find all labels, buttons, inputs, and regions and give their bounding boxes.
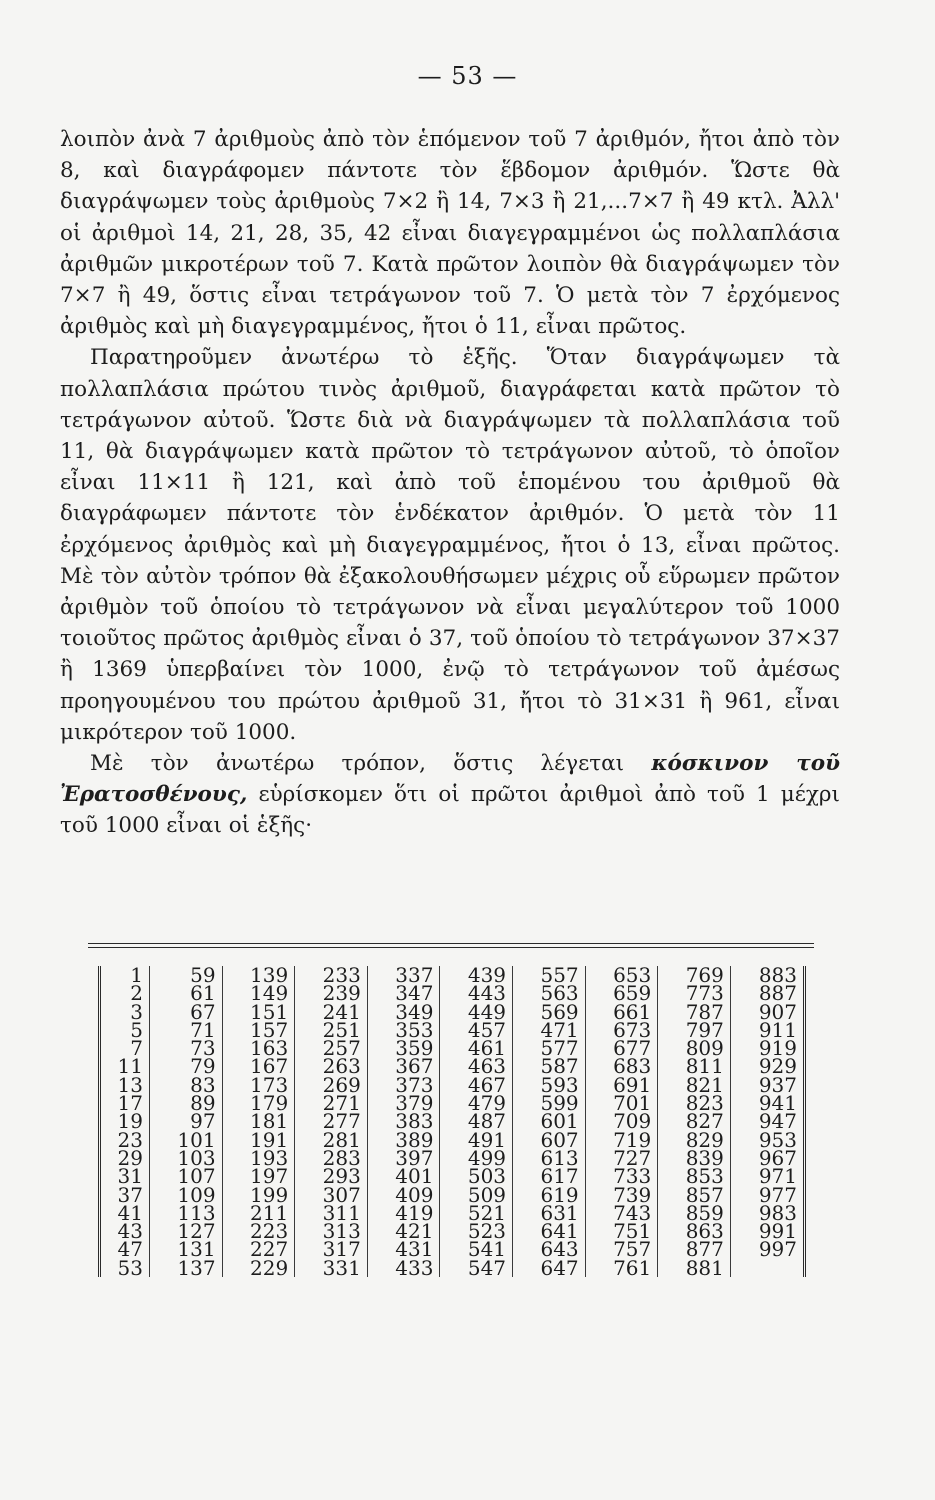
prime-cell: 7 [130, 1036, 143, 1061]
prime-cell: 491 [440, 1131, 513, 1149]
prime-cell: 941 [730, 1094, 804, 1112]
prime-cell: 881 [658, 1259, 731, 1277]
prime-cell: 919 [730, 1039, 804, 1057]
prime-cell: 197 [222, 1167, 295, 1185]
prime-cell: 79 [150, 1057, 223, 1075]
prime-cell: 19 [117, 1109, 143, 1134]
prime-cell: 547 [440, 1259, 513, 1277]
sieve-of-eratosthenes-term: κόσκινον τοῦ Ἐρατοσθένους, [60, 751, 840, 808]
prime-cell: 419 [367, 1204, 440, 1222]
paragraph-3-before: Μὲ τὸν ἀνωτέρω τρόπον, ὅστις λέγεται [90, 751, 652, 777]
prime-cell: 983 [730, 1204, 804, 1222]
prime-cell: 17 [117, 1091, 143, 1116]
prime-cell: 631 [513, 1204, 586, 1222]
prime-cell: 337 [367, 966, 440, 984]
prime-cell: 457 [440, 1021, 513, 1039]
prime-cell: 769 [658, 966, 731, 984]
prime-cell: 617 [513, 1167, 586, 1185]
primes-table [98, 963, 806, 1280]
prime-cell: 647 [513, 1259, 586, 1277]
prime-cell: 367 [367, 1057, 440, 1075]
prime-cell: 241 [295, 1003, 368, 1021]
prime-cell: 577 [513, 1039, 586, 1057]
prime-cell: 811 [658, 1057, 731, 1075]
prime-cell: 643 [513, 1240, 586, 1258]
table-top-rule-inner [88, 947, 814, 948]
prime-cell: 593 [513, 1076, 586, 1094]
prime-cell: 3 [130, 999, 143, 1024]
page-number: — 53 — [417, 62, 518, 90]
prime-cell: 173 [222, 1076, 295, 1094]
prime-cell: 23 [117, 1127, 143, 1152]
primes-table-container [88, 943, 814, 1280]
prime-cell: 283 [295, 1149, 368, 1167]
prime-cell: 331 [295, 1259, 368, 1277]
prime-cell: 97 [150, 1112, 223, 1130]
prime-cell: 677 [585, 1039, 658, 1057]
prime-cell: 907 [730, 1003, 804, 1021]
table-top-rule [88, 943, 814, 944]
prime-cell: 487 [440, 1112, 513, 1130]
prime-cell: 409 [367, 1186, 440, 1204]
prime-cell: 659 [585, 984, 658, 1002]
prime-cell: 103 [150, 1149, 223, 1167]
prime-cell: 37 [117, 1182, 143, 1207]
prime-cell: 293 [295, 1167, 368, 1185]
prime-cell: 199 [222, 1186, 295, 1204]
prime-cell: 313 [295, 1222, 368, 1240]
prime-cell: 167 [222, 1057, 295, 1075]
prime-cell: 863 [658, 1222, 731, 1240]
prime-cell: 887 [730, 984, 804, 1002]
prime-cell: 599 [513, 1094, 586, 1112]
prime-cell: 463 [440, 1057, 513, 1075]
prime-cell: 563 [513, 984, 586, 1002]
prime-cell: 449 [440, 1003, 513, 1021]
prime-cell: 733 [585, 1167, 658, 1185]
prime-cell: 227 [222, 1240, 295, 1258]
prime-cell: 967 [730, 1149, 804, 1167]
prime-cell: 71 [150, 1021, 223, 1039]
prime-cell: 503 [440, 1167, 513, 1185]
prime-cell: 181 [222, 1112, 295, 1130]
prime-cell: 569 [513, 1003, 586, 1021]
paragraph-2: Παρατηροῦμεν ἀνωτέρω τὸ ἑξῆς. Ὅταν διαγράψωμεν τὰ πολλαπλάσια πρώτου τινὸς ἀριθμοῦ, διαγράφεται κατὰ πρῶτον τὸ τετράγωνον αὐτοῦ. Ὥστε διὰ νὰ διαγράψωμεν τὰ πολλαπλάσια τοῦ 11, θὰ διαγράψωμεν κατὰ πρῶτον τὸ τετράγωνον αὐτοῦ, τὸ ὁποῖον εἶναι 11×11 ἢ 121, καὶ ἀπὸ τοῦ ἑπομένου του ἀριθμοῦ θὰ διαγράφωμεν πάντοτε τὸν ἑνδέκατον ἀριθμόν. Ὁ μετὰ τὸν 11 ἐρχόμενος ἀριθμὸς καὶ μὴ διαγεγραμμένος, ἤτοι ὁ 13, εἶναι πρῶτος. Μὲ τὸν αὐτὸν τρόπον θὰ ἐξακολουθήσωμεν μέχρις οὗ εὕρωμεν πρῶτον ἀριθμὸν τοῦ ὁποίου τὸ τετράγωνον νὰ εἶναι μεγαλύτερον τοῦ 1000 τοιοῦτος πρῶτος ἀριθμὸς εἶναι ὁ 37, τοῦ ὁποίου τὸ τετράγωνον 37×37 ἢ 1369 ὑπερβαίνει τὸν 1000, ἐνῷ τὸ τετράγωνον τοῦ ἀμέσως προηγουμένου του πρώτου ἀριθμοῦ 31, ἤτοι τὸ 31×31 ἢ 961, εἶναι μικρότερον τοῦ 1000. [60, 345, 840, 745]
prime-cell: 587 [513, 1057, 586, 1075]
prime-cell: 89 [150, 1094, 223, 1112]
prime-cell [730, 1259, 804, 1277]
prime-cell: 379 [367, 1094, 440, 1112]
prime-cell: 607 [513, 1131, 586, 1149]
prime-cell: 421 [367, 1222, 440, 1240]
prime-cell: 359 [367, 1039, 440, 1057]
prime-cell: 211 [222, 1204, 295, 1222]
prime-cell: 521 [440, 1204, 513, 1222]
prime-cell: 229 [222, 1259, 295, 1277]
prime-cell: 641 [513, 1222, 586, 1240]
prime-cell: 269 [295, 1076, 368, 1094]
prime-cell: 557 [513, 966, 586, 984]
prime-cell: 239 [295, 984, 368, 1002]
prime-cell: 383 [367, 1112, 440, 1130]
prime-cell: 619 [513, 1186, 586, 1204]
prime-cell: 877 [658, 1240, 731, 1258]
prime-cell: 233 [295, 966, 368, 984]
prime-cell: 509 [440, 1186, 513, 1204]
prime-cell: 31 [117, 1164, 143, 1189]
prime-cell: 223 [222, 1222, 295, 1240]
prime-cell: 439 [440, 966, 513, 984]
prime-cell: 821 [658, 1076, 731, 1094]
paragraph-1: λοιπὸν ἀνὰ 7 ἀριθμοὺς ἀπὸ τὸν ἑπόμενον τοῦ 7 ἀριθμόν, ἤτοι ἀπὸ τὸν 8, καὶ διαγράφομεν πάντοτε τὸν ἕβδομον ἀριθμόν. Ὥστε θὰ διαγράψωμεν τοὺς ἀριθμοὺς 7×2 ἢ 14, 7×3 ἢ 21,...7×7 ἢ 49 κτλ. Ἀλλ' οἱ ἀριθμοὶ 14, 21, 28, 35, 42 εἶναι διαγεγραμμένοι ὡς πολλαπλάσια ἀριθμῶν μικροτέρων τοῦ 7. Κατὰ πρῶτον λοιπὸν θὰ διαγράψωμεν τὸν 7×7 ἢ 49, ὅστις εἶναι τετράγωνον τοῦ 7. Ὁ μετὰ τὸν 7 ἐρχόμενος ἀριθμὸς καὶ μὴ διαγεγραμμένος, ἤτοι ὁ 11, εἶναι πρῶτος. [60, 127, 840, 340]
prime-cell: 761 [585, 1259, 658, 1277]
prime-cell: 541 [440, 1240, 513, 1258]
prime-cell: 389 [367, 1131, 440, 1149]
prime-cell: 461 [440, 1039, 513, 1057]
prime-cell: 701 [585, 1094, 658, 1112]
prime-cell: 191 [222, 1131, 295, 1149]
prime-cell: 157 [222, 1021, 295, 1039]
prime-cell: 853 [658, 1167, 731, 1185]
prime-cell: 263 [295, 1057, 368, 1075]
prime-cell: 797 [658, 1021, 731, 1039]
paragraph-3-after: εὑρίσκομεν ὅτι οἱ πρῶτοι ἀριθμοὶ ἀπὸ τοῦ 1 μέχρι τοῦ 1000 εἶναι οἱ ἑξῆς· [60, 782, 840, 839]
prime-cell: 937 [730, 1076, 804, 1094]
prime-cell: 773 [658, 984, 731, 1002]
prime-cell: 107 [150, 1167, 223, 1185]
prime-cell: 83 [150, 1076, 223, 1094]
prime-cell: 113 [150, 1204, 223, 1222]
prime-cell: 179 [222, 1094, 295, 1112]
prime-cell: 349 [367, 1003, 440, 1021]
prime-cell: 347 [367, 984, 440, 1002]
prime-cell: 911 [730, 1021, 804, 1039]
prime-cell: 857 [658, 1186, 731, 1204]
prime-cell: 751 [585, 1222, 658, 1240]
table-row [100, 1259, 805, 1277]
prime-cell: 109 [150, 1186, 223, 1204]
prime-cell: 727 [585, 1149, 658, 1167]
prime-cell: 29 [117, 1145, 143, 1170]
prime-cell: 613 [513, 1149, 586, 1167]
prime-cell: 59 [150, 966, 223, 984]
prime-cell: 601 [513, 1112, 586, 1130]
prime-cell: 127 [150, 1222, 223, 1240]
prime-cell: 43 [117, 1219, 143, 1244]
prime-cell: 193 [222, 1149, 295, 1167]
prime-cell: 991 [730, 1222, 804, 1240]
prime-cell: 1 [130, 963, 143, 987]
prime-cell: 471 [513, 1021, 586, 1039]
prime-cell: 739 [585, 1186, 658, 1204]
prime-cell: 953 [730, 1131, 804, 1149]
prime-cell: 431 [367, 1240, 440, 1258]
body-text [60, 124, 840, 842]
prime-cell: 61 [150, 984, 223, 1002]
prime-cell: 2 [130, 981, 143, 1006]
prime-cell: 947 [730, 1112, 804, 1130]
prime-cell: 317 [295, 1240, 368, 1258]
prime-cell: 499 [440, 1149, 513, 1167]
prime-cell: 307 [295, 1186, 368, 1204]
prime-cell: 467 [440, 1076, 513, 1094]
prime-cell: 743 [585, 1204, 658, 1222]
prime-cell: 653 [585, 966, 658, 984]
prime-cell: 691 [585, 1076, 658, 1094]
prime-cell: 827 [658, 1112, 731, 1130]
prime-cell: 101 [150, 1131, 223, 1149]
prime-cell: 13 [117, 1072, 143, 1097]
prime-cell: 251 [295, 1021, 368, 1039]
prime-cell: 137 [150, 1259, 223, 1277]
paragraph-3 [60, 748, 840, 842]
prime-cell: 401 [367, 1167, 440, 1185]
prime-cell: 971 [730, 1167, 804, 1185]
prime-cell: 883 [730, 966, 804, 984]
prime-cell: 67 [150, 1003, 223, 1021]
prime-cell: 839 [658, 1149, 731, 1167]
prime-cell: 353 [367, 1021, 440, 1039]
prime-cell: 829 [658, 1131, 731, 1149]
prime-cell: 73 [150, 1039, 223, 1057]
prime-cell: 673 [585, 1021, 658, 1039]
prime-cell: 11 [117, 1054, 143, 1079]
prime-cell: 139 [222, 966, 295, 984]
prime-cell: 47 [117, 1237, 143, 1262]
prime-cell: 149 [222, 984, 295, 1002]
prime-cell: 719 [585, 1131, 658, 1149]
prime-cell: 479 [440, 1094, 513, 1112]
prime-cell: 757 [585, 1240, 658, 1258]
prime-cell: 41 [117, 1200, 143, 1225]
prime-cell: 53 [117, 1255, 143, 1280]
prime-cell: 131 [150, 1240, 223, 1258]
prime-cell: 977 [730, 1186, 804, 1204]
prime-cell: 809 [658, 1039, 731, 1057]
prime-cell: 311 [295, 1204, 368, 1222]
prime-cell: 433 [367, 1259, 440, 1277]
prime-cell: 929 [730, 1057, 804, 1075]
prime-cell: 373 [367, 1076, 440, 1094]
prime-cell: 281 [295, 1131, 368, 1149]
prime-cell: 277 [295, 1112, 368, 1130]
prime-cell: 683 [585, 1057, 658, 1075]
prime-cell: 997 [730, 1240, 804, 1258]
prime-cell: 823 [658, 1094, 731, 1112]
prime-cell: 151 [222, 1003, 295, 1021]
prime-cell: 271 [295, 1094, 368, 1112]
prime-cell: 163 [222, 1039, 295, 1057]
prime-cell: 859 [658, 1204, 731, 1222]
prime-cell: 787 [658, 1003, 731, 1021]
prime-cell: 397 [367, 1149, 440, 1167]
prime-cell: 443 [440, 984, 513, 1002]
prime-cell: 523 [440, 1222, 513, 1240]
prime-cell: 661 [585, 1003, 658, 1021]
prime-cell: 257 [295, 1039, 368, 1057]
prime-cell: 5 [130, 1017, 143, 1042]
prime-cell: 709 [585, 1112, 658, 1130]
